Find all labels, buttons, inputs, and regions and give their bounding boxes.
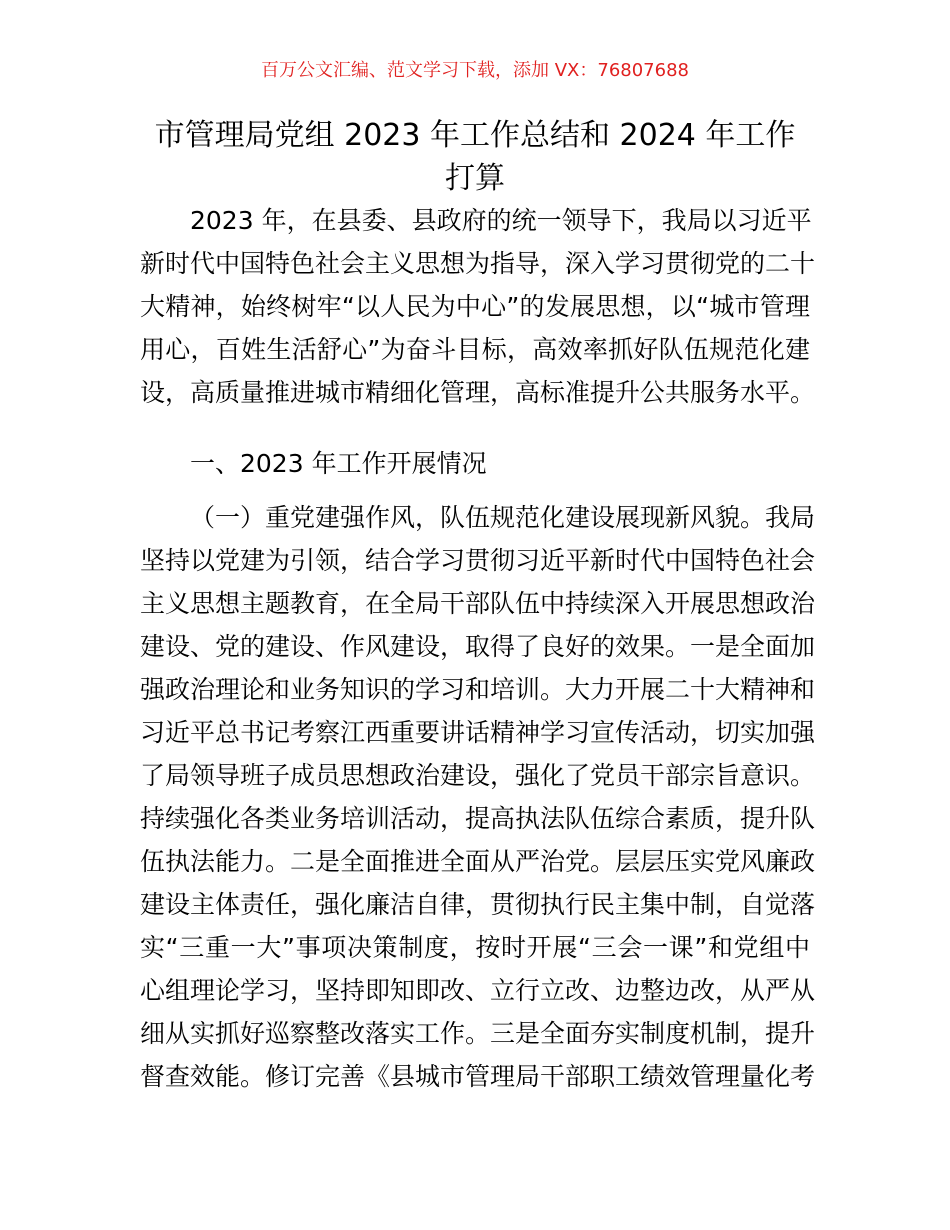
document-title-line-2: 打算 (445, 161, 505, 196)
paragraph-line: 强政治理论和业务知识的学习和培训。大力开展二十大精神和 (140, 675, 816, 704)
paragraph-line: 主义思想主题教育，在全局干部队伍中持续深入开展思想政治 (140, 589, 816, 618)
paragraph-line: 了局领导班子成员思想政治建设，强化了党员干部宗旨意识。 (140, 761, 816, 790)
paragraph-line: 建设主体责任，强化廉洁自律，贯彻执行民主集中制，自觉落 (140, 890, 816, 919)
paragraph-line: 新时代中国特色社会主义思想为指导，深入学习贯彻党的二十 (140, 249, 816, 278)
paragraph-line: 督查效能。修订完善《县城市管理局干部职工绩效管理量化考 (140, 1062, 816, 1091)
paragraph-line: 用心，百姓生活舒心”为奋斗目标，高效率抓好队伍规范化建 (140, 335, 810, 364)
paragraph-line: 持续强化各类业务培训活动，提高执法队伍综合素质，提升队 (140, 804, 816, 833)
document-title-line-1: 市管理局党组 2023 年工作总结和 2024 年工作 (154, 118, 796, 153)
paragraph-line: 设，高质量推进城市精细化管理，高标准提升公共服务水平。 (140, 378, 816, 407)
paragraph-line: 伍执法能力。二是全面推进全面从严治党。层层压实党风廉政 (140, 847, 816, 876)
paragraph-line: 建设、党的建设、作风建设，取得了良好的效果。一是全面加 (140, 632, 816, 661)
paragraph-line: （一）重党建强作风，队伍规范化建设展现新风貌。我局 (190, 503, 816, 532)
paragraph-line: 2023 年，在县委、县政府的统一领导下，我局以习近平 (190, 206, 812, 235)
paragraph-line: 实“三重一大”事项决策制度，按时开展“三会一课”和党组中 (140, 933, 810, 962)
section-heading: 一、2023 年工作开展情况 (190, 449, 487, 478)
paragraph-line: 大精神，始终树牢“以人民为中心”的发展思想，以“城市管理 (140, 292, 810, 321)
paragraph-line: 坚持以党建为引领，结合学习贯彻习近平新时代中国特色社会 (140, 546, 816, 575)
paragraph-line: 心组理论学习，坚持即知即改、立行立改、边整边改，从严从 (140, 976, 816, 1005)
watermark-banner: 百万公文汇编、范文学习下载，添加 VX：76807688 (261, 60, 689, 81)
paragraph-line: 习近平总书记考察江西重要讲话精神学习宣传活动，切实加强 (140, 718, 816, 747)
paragraph-line: 细从实抓好巡察整改落实工作。三是全面夯实制度机制，提升 (140, 1019, 816, 1048)
